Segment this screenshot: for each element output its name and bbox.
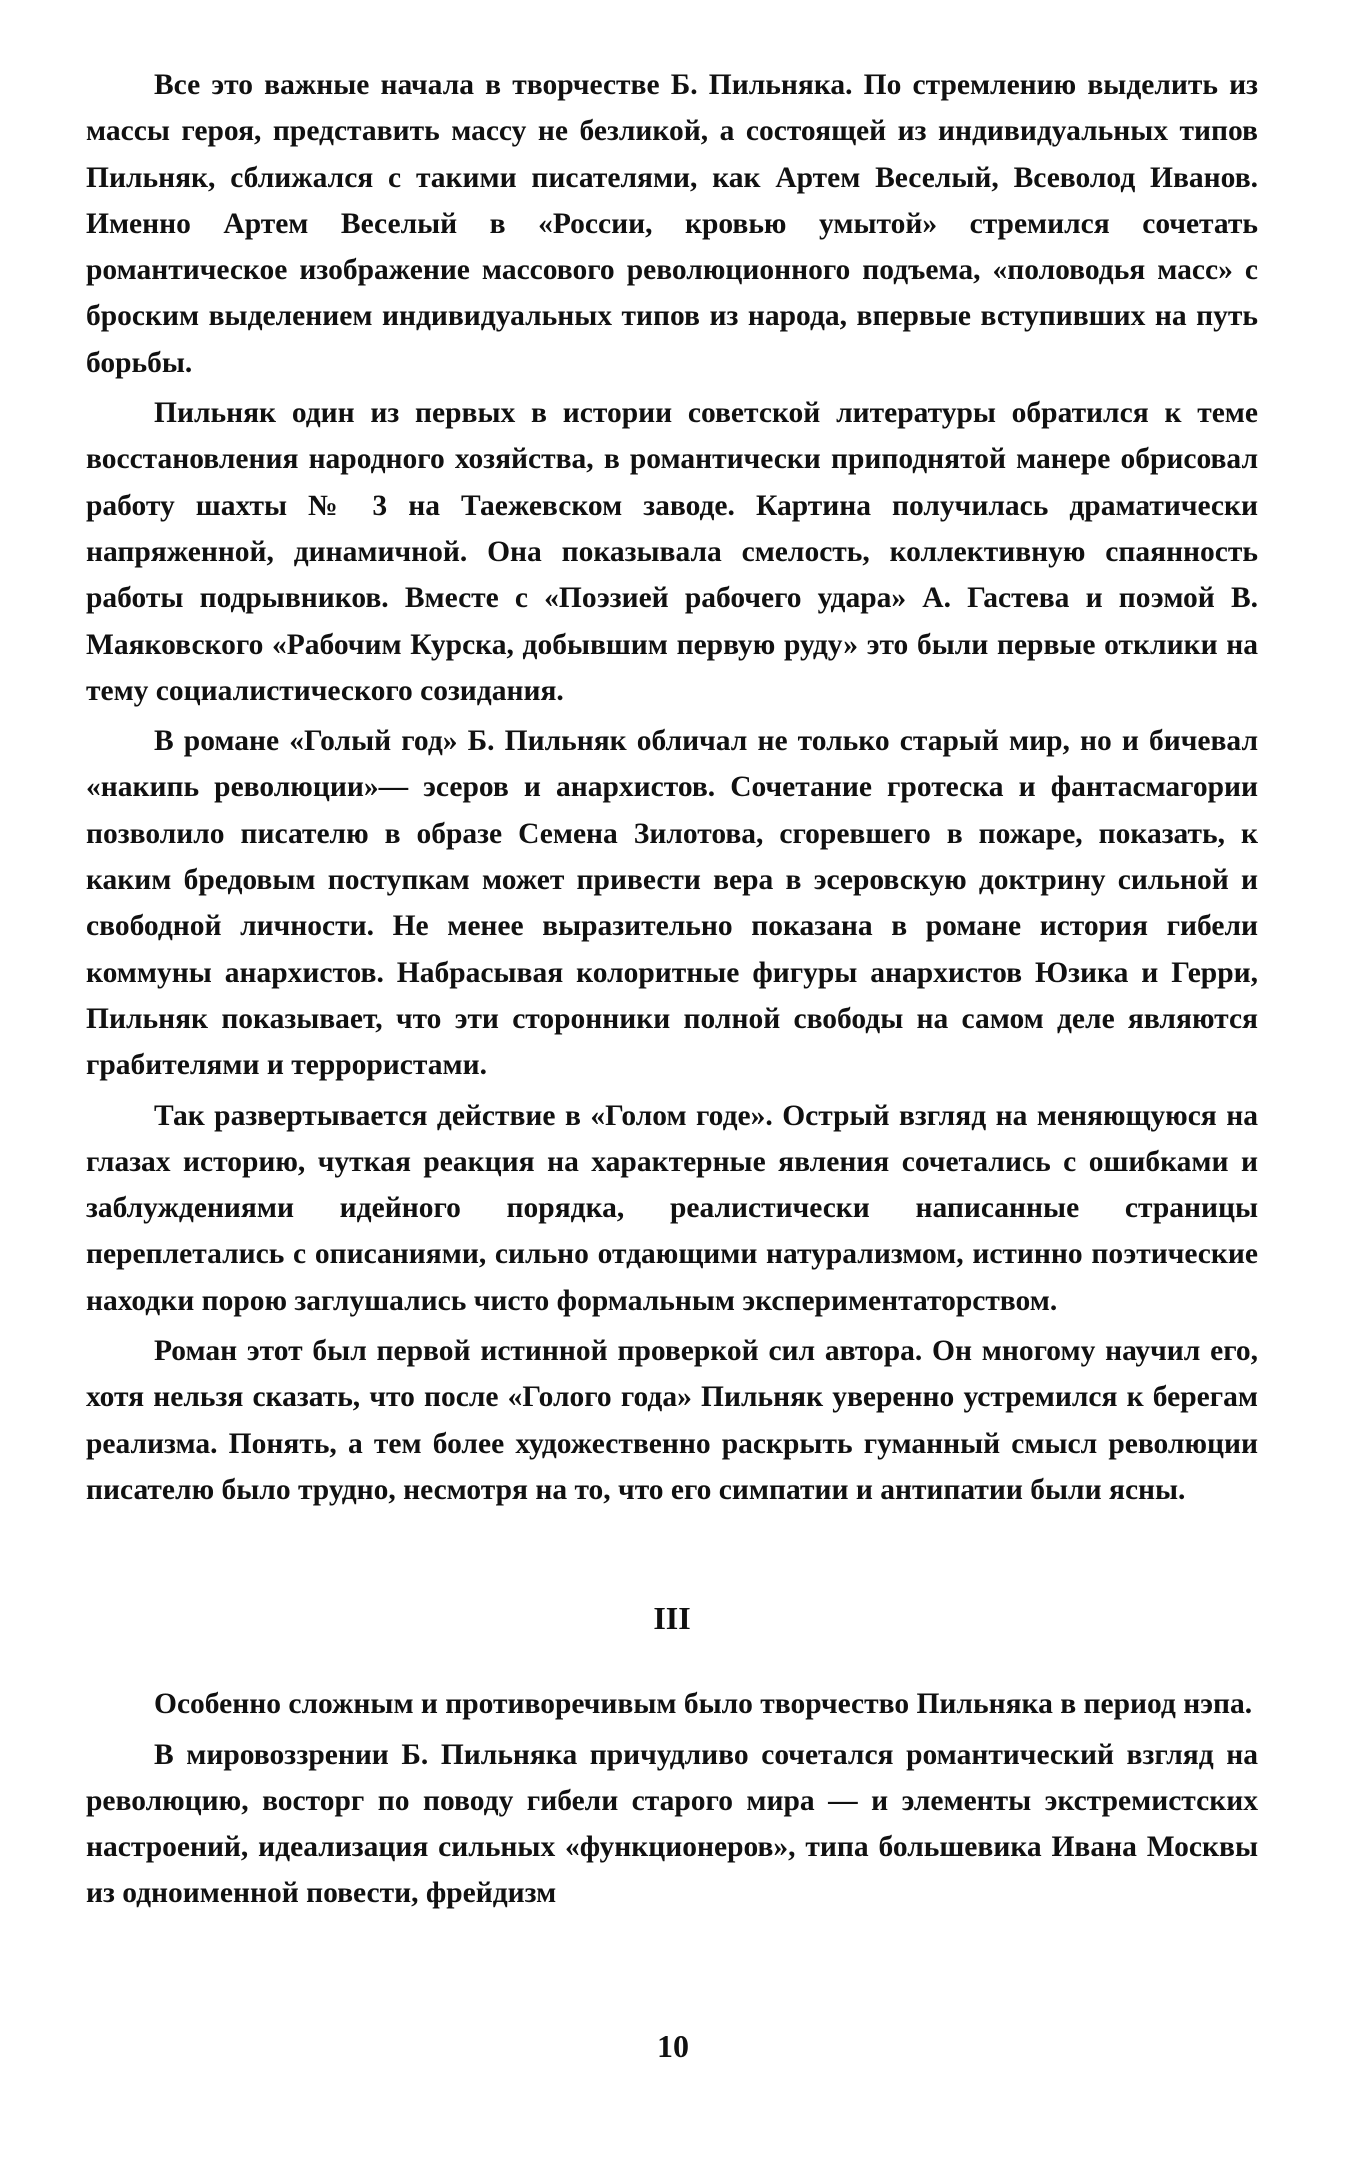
paragraph-6: Особенно сложным и противоречивым было творчество Пильняка в период нэпа.: [154, 1688, 1253, 1721]
paragraph-7: В мировоззрении Б. Пильняка причудливо сочетался романтический взгляд на революцию, восторг по поводу гибели старого мира — и элементы экстремистских настроений, идеализация сильных «функционеров», типа большевика Ивана Москвы из одноименной повести, фрейдизм: [86, 1738, 1258, 1910]
paragraph-5: Роман этот был первой истинной проверкой сил автора. Он многому научил его, хотя нельзя сказать, что после «Голого года» Пильняк уверенно устремился к берегам реализма. Понять, а тем более художественно раскрыть гуманный смысл революции писателю было трудно, несмотря на то, что его симпатии и антипатии были ясны.: [86, 1335, 1258, 1506]
paragraph-3: В романе «Голый год» Б. Пильняк обличал не только старый мир, но и бичевал «накипь революции»— эсеров и анархистов. Сочетание гротеска и фантасмагории позволило писателю в образе Семена Зилотова, сгоревшего в пожаре, показать, к каким бредовым поступкам может привести вера в эсеровскую доктрину сильной и свободной личности. Не менее выразительно показана в романе история гибели коммуны анархистов. Набрасывая колоритные фигуры анархистов Юзика и Герри, Пильняк показывает, что эти сторонники полной свободы на самом деле являются грабителями и террористами.: [86, 725, 1258, 1082]
page-number: 10: [657, 2028, 689, 2064]
paragraph-4: Так развертывается действие в «Голом годе». Острый взгляд на меняющуюся на глазах историю, чуткая реакция на характерные явления сочетались с ошибками и заблуждениями идейного порядка, реалистически написанные страницы переплетались с описаниями, сильно отдающими натурализмом, истинно поэтические находки порою заглушались чисто формальным экспериментаторством.: [86, 1099, 1258, 1317]
paragraph-1: Все это важные начала в творчестве Б. Пильняка. По стремлению выделить из массы героя, представить массу не безликой, а состоящей из индивидуальных типов Пильняк, сближался с такими писателями, как Артем Веселый, Всеволод Иванов. Именно Артем Веселый в «России, кровью умытой» стремился сочетать романтическое изображение массового революционного подъема, «половодья масс» с броским выделением индивидуальных типов из народа, впервые вступивших на путь борьбы.: [86, 69, 1258, 379]
paragraph-2: Пильняк один из первых в истории советской литературы обратился к теме восстановления народного хозяйства, в романтически приподнятой манере обрисовал работу шахты № 3 на Таежевском заводе. Картина получилась драматически напряженной, динамичной. Она показывала смелость, коллективную спаянность работы подрывников. Вместе с «Поэзией рабочего удара» А. Гастева и поэмой В. Маяковского «Рабочим Курска, добывшим первую руду» это были первые отклики на тему социалистического созидания.: [86, 397, 1258, 707]
page-body: [86, 62, 1258, 1917]
section-heading: III: [653, 1600, 691, 1637]
